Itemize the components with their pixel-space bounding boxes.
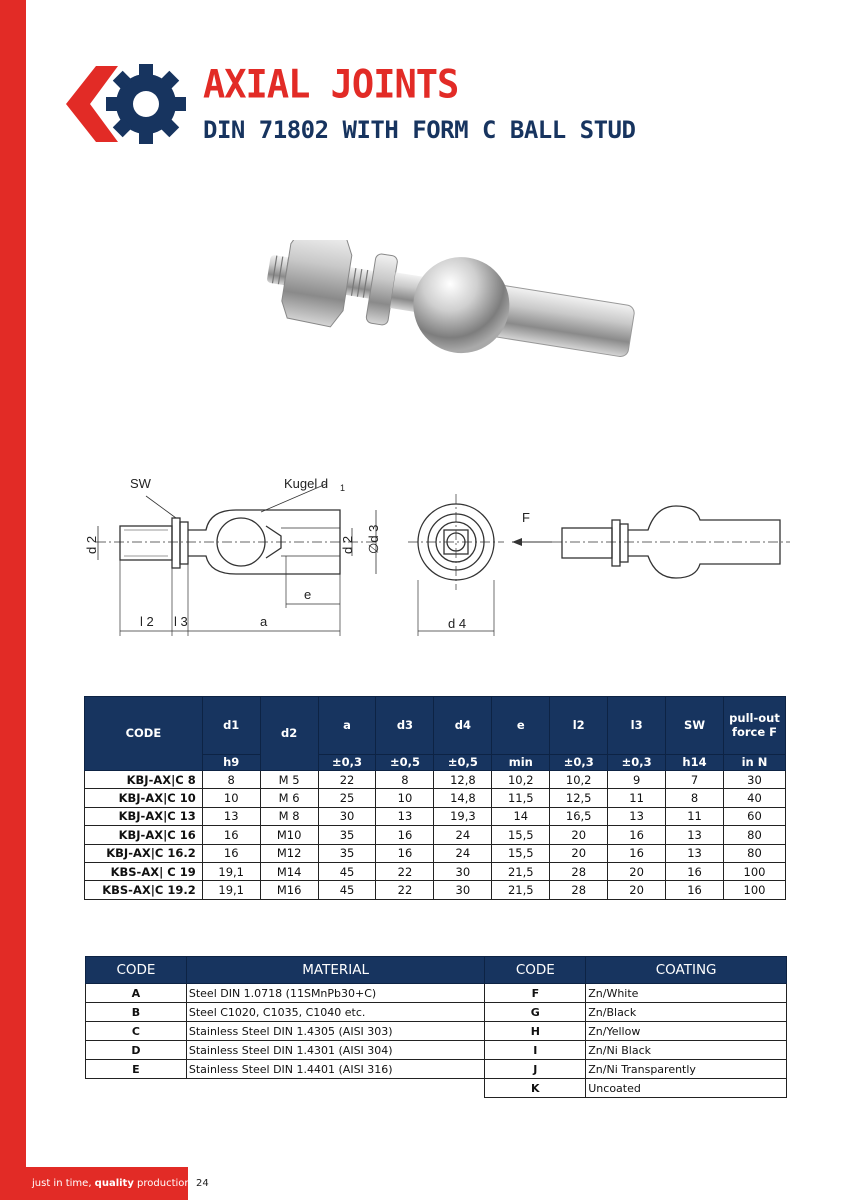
cell-value: 13 xyxy=(608,807,666,825)
drawing-label-kugel: Kugel d xyxy=(284,476,329,491)
material-name: Steel C1020, C1035, C1040 etc. xyxy=(186,1003,485,1022)
coating-name: Zn/White xyxy=(586,984,787,1003)
cell-value: 24 xyxy=(434,844,492,862)
cell-value: 19,1 xyxy=(202,862,260,880)
cell-value: 100 xyxy=(723,881,785,899)
table-row xyxy=(86,1003,787,1022)
coating-name: Zn/Ni Transparently xyxy=(586,1060,787,1079)
material-coating-table xyxy=(85,956,787,1098)
material-code: C xyxy=(86,1022,187,1041)
col-sub-e: min xyxy=(492,755,550,771)
cell-value: 35 xyxy=(318,826,376,844)
cell-value: M10 xyxy=(260,826,318,844)
technical-drawing xyxy=(76,466,796,646)
axial-joint-photo xyxy=(240,240,640,410)
table-row xyxy=(86,1022,787,1041)
row-code: KBJ-AX|C 13 xyxy=(85,807,203,825)
cell-value: 30 xyxy=(434,881,492,899)
cell-value: 10 xyxy=(202,789,260,807)
col-sub-force: in N xyxy=(723,755,785,771)
cell-value: 8 xyxy=(376,771,434,789)
mat-header-coating: COATING xyxy=(586,957,787,984)
drawing-label-d2-right: d 2 xyxy=(340,535,355,554)
cell-value: 45 xyxy=(318,881,376,899)
col-sub-d4: ±0,5 xyxy=(434,755,492,771)
cell-value: 16 xyxy=(608,844,666,862)
drawing-label-sw: SW xyxy=(130,476,151,491)
cell-value: 9 xyxy=(608,771,666,789)
cell-value: 40 xyxy=(723,789,785,807)
cell-value: 20 xyxy=(550,844,608,862)
cell-value: 14,8 xyxy=(434,789,492,807)
coating-code: I xyxy=(485,1041,586,1060)
col-header-pull-out-force: pull-out force F xyxy=(723,697,785,755)
table-row xyxy=(85,789,786,807)
cell-value: 60 xyxy=(723,807,785,825)
cell-value: 13 xyxy=(376,807,434,825)
row-code: KBS-AX| C 19 xyxy=(85,862,203,880)
table-row xyxy=(86,1041,787,1060)
cell-value: 20 xyxy=(608,881,666,899)
col-header-d2: d2 xyxy=(260,697,318,771)
material-name: Stainless Steel DIN 1.4301 (AISI 304) xyxy=(186,1041,485,1060)
drawing-label-f: F xyxy=(522,510,530,525)
col-header-a: a xyxy=(318,697,376,755)
cell-value: 13 xyxy=(666,844,724,862)
cell-value: 8 xyxy=(202,771,260,789)
cell-value: 14 xyxy=(492,807,550,825)
cell-value: 16,5 xyxy=(550,807,608,825)
col-sub-d1: h9 xyxy=(202,755,260,771)
material-code: E xyxy=(86,1060,187,1079)
cell-value: 16 xyxy=(202,844,260,862)
table-row xyxy=(85,826,786,844)
col-header-l3: l3 xyxy=(608,697,666,755)
cell-value: 28 xyxy=(550,862,608,880)
drawing-label-kugel-sub: 1 xyxy=(340,483,346,493)
col-header-l2: l2 xyxy=(550,697,608,755)
cell-value: 8 xyxy=(666,789,724,807)
mat-header-material: MATERIAL xyxy=(186,957,485,984)
cell-value: 20 xyxy=(550,826,608,844)
table-row xyxy=(85,881,786,899)
cell-value: 11,5 xyxy=(492,789,550,807)
cell-value: 11 xyxy=(608,789,666,807)
table-row xyxy=(86,1079,787,1098)
cell-value: 16 xyxy=(666,862,724,880)
coating-code: J xyxy=(485,1060,586,1079)
empty-cell xyxy=(86,1079,187,1098)
cell-value: 22 xyxy=(376,881,434,899)
cell-value: 11 xyxy=(666,807,724,825)
cell-value: 16 xyxy=(376,844,434,862)
material-code: A xyxy=(86,984,187,1003)
cell-value: 30 xyxy=(318,807,376,825)
cell-value: 19,3 xyxy=(434,807,492,825)
cell-value: 25 xyxy=(318,789,376,807)
material-code: D xyxy=(86,1041,187,1060)
cell-value: 30 xyxy=(434,862,492,880)
cell-value: 15,5 xyxy=(492,826,550,844)
table-row xyxy=(85,862,786,880)
cell-value: 10 xyxy=(376,789,434,807)
cell-value: M12 xyxy=(260,844,318,862)
cell-value: 7 xyxy=(666,771,724,789)
cell-value: M16 xyxy=(260,881,318,899)
mat-header-code: CODE xyxy=(86,957,187,984)
page-number: 24 xyxy=(196,1178,209,1189)
material-code: B xyxy=(86,1003,187,1022)
col-header-d3: d3 xyxy=(376,697,434,755)
gear-arrow-logo-icon xyxy=(66,64,188,144)
row-code: KBJ-AX|C 16 xyxy=(85,826,203,844)
cell-value: M 5 xyxy=(260,771,318,789)
cell-value: 22 xyxy=(318,771,376,789)
material-name: Steel DIN 1.0718 (11SMnPb30+C) xyxy=(186,984,485,1003)
cell-value: 35 xyxy=(318,844,376,862)
cell-value: 19,1 xyxy=(202,881,260,899)
cell-value: 20 xyxy=(608,862,666,880)
cell-value: 13 xyxy=(666,826,724,844)
coating-name: Zn/Ni Black xyxy=(586,1041,787,1060)
coating-code: H xyxy=(485,1022,586,1041)
cell-value: 12,8 xyxy=(434,771,492,789)
table-row xyxy=(85,844,786,862)
coating-code: F xyxy=(485,984,586,1003)
table-row xyxy=(86,984,787,1003)
col-sub-l3: ±0,3 xyxy=(608,755,666,771)
cell-value: M 8 xyxy=(260,807,318,825)
left-brand-strip xyxy=(0,0,26,1200)
page-subtitle: DIN 71802 WITH FORM C BALL STUD xyxy=(203,116,636,144)
col-header-d4: d4 xyxy=(434,697,492,755)
drawing-label-a: a xyxy=(260,614,268,629)
col-sub-sw: h14 xyxy=(666,755,724,771)
col-header-code: CODE xyxy=(85,697,203,771)
cell-value: 13 xyxy=(202,807,260,825)
col-sub-l2: ±0,3 xyxy=(550,755,608,771)
cell-value: 30 xyxy=(723,771,785,789)
drawing-label-e: e xyxy=(304,587,312,602)
cell-value: 12,5 xyxy=(550,789,608,807)
page-title: AXIAL JOINTS xyxy=(203,62,459,108)
col-header-d1: d1 xyxy=(202,697,260,755)
cell-value: 100 xyxy=(723,862,785,880)
drawing-label-l3: l 3 xyxy=(174,614,188,629)
col-header-e: e xyxy=(492,697,550,755)
dimension-table xyxy=(84,696,786,900)
cell-value: M 6 xyxy=(260,789,318,807)
cell-value: 21,5 xyxy=(492,862,550,880)
drawing-label-l2: l 2 xyxy=(140,614,154,629)
cell-value: 22 xyxy=(376,862,434,880)
cell-value: 16 xyxy=(202,826,260,844)
col-sub-d3: ±0,5 xyxy=(376,755,434,771)
row-code: KBJ-AX|C 8 xyxy=(85,771,203,789)
cell-value: 16 xyxy=(666,881,724,899)
cell-value: 15,5 xyxy=(492,844,550,862)
cell-value: 24 xyxy=(434,826,492,844)
cell-value: 10,2 xyxy=(550,771,608,789)
row-code: KBJ-AX|C 16.2 xyxy=(85,844,203,862)
table-row xyxy=(86,1060,787,1079)
row-code: KBS-AX|C 19.2 xyxy=(85,881,203,899)
coating-name: Zn/Yellow xyxy=(586,1022,787,1041)
coating-name: Zn/Black xyxy=(586,1003,787,1022)
coating-name: Uncoated xyxy=(586,1079,787,1098)
cell-value: 16 xyxy=(376,826,434,844)
cell-value: 28 xyxy=(550,881,608,899)
material-name: Stainless Steel DIN 1.4401 (AISI 316) xyxy=(186,1060,485,1079)
col-sub-a: ±0,3 xyxy=(318,755,376,771)
cell-value: 45 xyxy=(318,862,376,880)
cell-value: 16 xyxy=(608,826,666,844)
cell-value: 80 xyxy=(723,826,785,844)
col-header-sw: SW xyxy=(666,697,724,755)
cell-value: 80 xyxy=(723,844,785,862)
drawing-label-d3: ∅d 3 xyxy=(366,524,381,554)
cell-value: 21,5 xyxy=(492,881,550,899)
cell-value: 10,2 xyxy=(492,771,550,789)
empty-cell xyxy=(186,1079,485,1098)
table-row xyxy=(85,771,786,789)
drawing-label-d2-left: d 2 xyxy=(84,535,99,554)
coating-code: K xyxy=(485,1079,586,1098)
cell-value: M14 xyxy=(260,862,318,880)
coating-code: G xyxy=(485,1003,586,1022)
drawing-label-d4: d 4 xyxy=(448,616,467,631)
footer-tagline: just in time, quality production xyxy=(32,1178,191,1189)
mat-header-coating-code: CODE xyxy=(485,957,586,984)
material-name: Stainless Steel DIN 1.4305 (AISI 303) xyxy=(186,1022,485,1041)
row-code: KBJ-AX|C 10 xyxy=(85,789,203,807)
table-row xyxy=(85,807,786,825)
